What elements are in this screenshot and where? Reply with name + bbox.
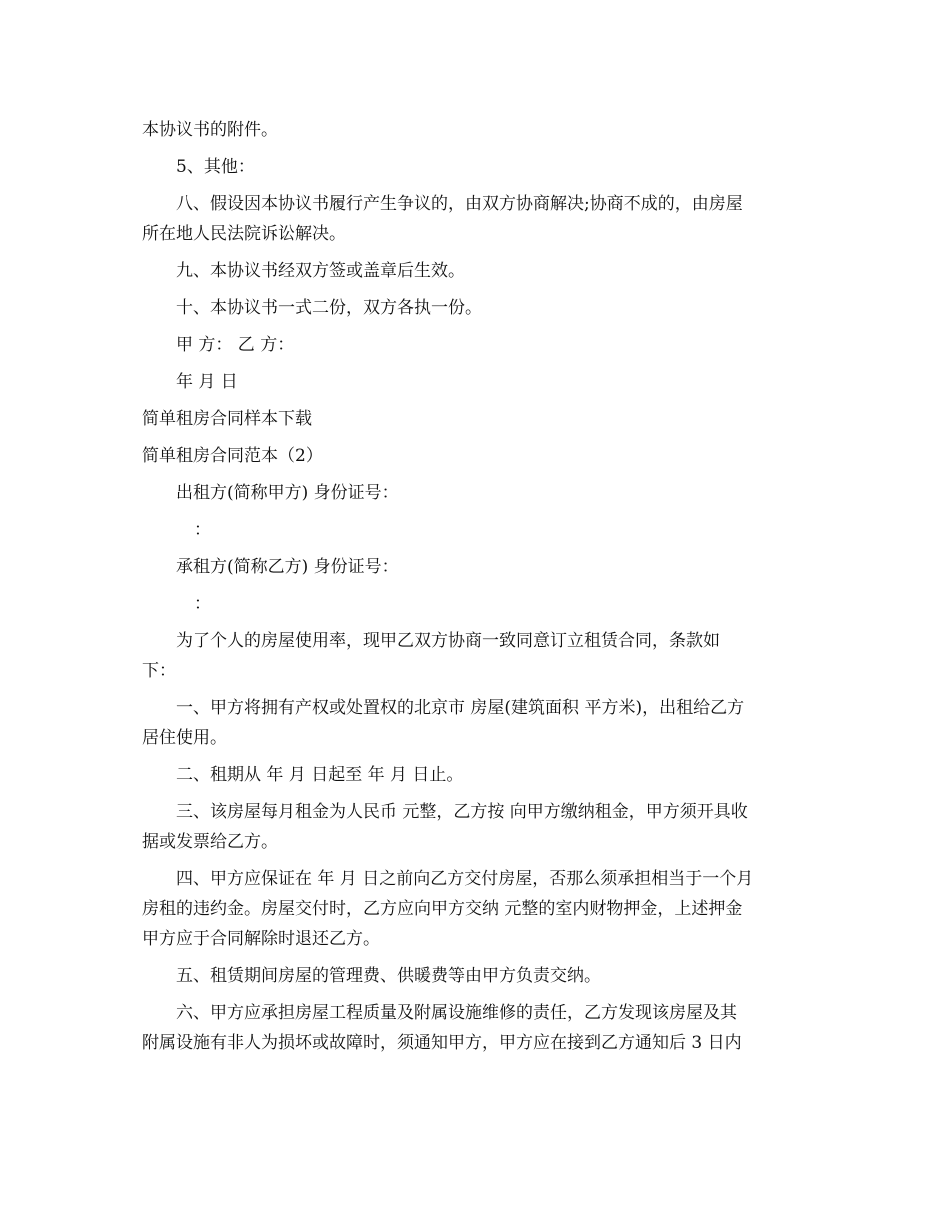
paragraph-clause-3	[142, 797, 810, 857]
paragraph-line: 附属设施有非人为损坏或故障时，须通知甲方，甲方应在接到乙方通知后 3 日内	[142, 1033, 742, 1053]
paragraph-line: 甲方应于合同解除时退还乙方。	[142, 929, 380, 949]
paragraph-item-5-other: 5、其他：	[176, 157, 255, 177]
lessee-id-line: 承租方(简称乙方) 身份证号：	[176, 557, 399, 577]
paragraph-clause-2: 二、租期从 年 月 日起至 年 月 日止。	[176, 765, 464, 785]
paragraph-clause-8	[142, 189, 810, 249]
document-body	[142, 115, 810, 1065]
signature-date: 年 月 日	[176, 372, 238, 392]
section-heading-template-2: 简单租房合同范本（2）	[142, 446, 323, 466]
paragraph-clause-1	[142, 693, 810, 753]
signature-parties: 甲 方： 乙 方：	[176, 335, 295, 355]
paragraph-clause-10: 十、本协议书一式二份，双方各执一份。	[176, 298, 482, 318]
paragraph-line: 居住使用。	[142, 728, 227, 748]
lessor-id-line: 出租方(简称甲方) 身份证号：	[176, 483, 399, 503]
paragraph-line: 据或发票给乙方。	[142, 832, 278, 852]
paragraph-line: 一、甲方将拥有产权或处置权的北京市 房屋(建筑面积 平方米)，出租给乙方	[176, 698, 745, 718]
paragraph-clause-5: 五、租赁期间房屋的管理费、供暖费等由甲方负责交纳。	[176, 966, 601, 986]
paragraph-clause-6	[142, 998, 810, 1058]
lessee-colon-line: ：	[194, 594, 211, 614]
lessor-colon-line: ：	[194, 520, 211, 540]
paragraph-line: 为了个人的房屋使用率，现甲乙双方协商一致同意订立租赁合同，条款如	[176, 631, 720, 651]
paragraph-line: 六、甲方应承担房屋工程质量及附属设施维修的责任，乙方发现该房屋及其	[176, 1003, 737, 1023]
paragraph-line: 三、该房屋每月租金为人民币 元整，乙方按 向甲方缴纳租金，甲方须开具收	[176, 802, 748, 822]
paragraph-clause-4	[142, 864, 810, 954]
paragraph-line: 房租的违约金。房屋交付时，乙方应向甲方交纳 元整的室内财物押金，上述押金	[142, 899, 743, 919]
paragraph-attachment-tail: 本协议书的附件。	[142, 120, 278, 140]
paragraph-line: 下：	[142, 661, 176, 681]
paragraph-clause-9: 九、本协议书经双方签或盖章后生效。	[176, 261, 465, 281]
paragraph-line: 八、假设因本协议书履行产生争议的，由双方协商解决;协商不成的，由房屋	[176, 194, 743, 214]
paragraph-line: 所在地人民法院诉讼解决。	[142, 224, 346, 244]
paragraph-preamble	[142, 626, 810, 686]
paragraph-line: 四、甲方应保证在 年 月 日之前向乙方交付房屋，否那么须承担相当于一个月	[176, 869, 754, 889]
section-heading-download: 简单租房合同样本下载	[142, 409, 312, 429]
